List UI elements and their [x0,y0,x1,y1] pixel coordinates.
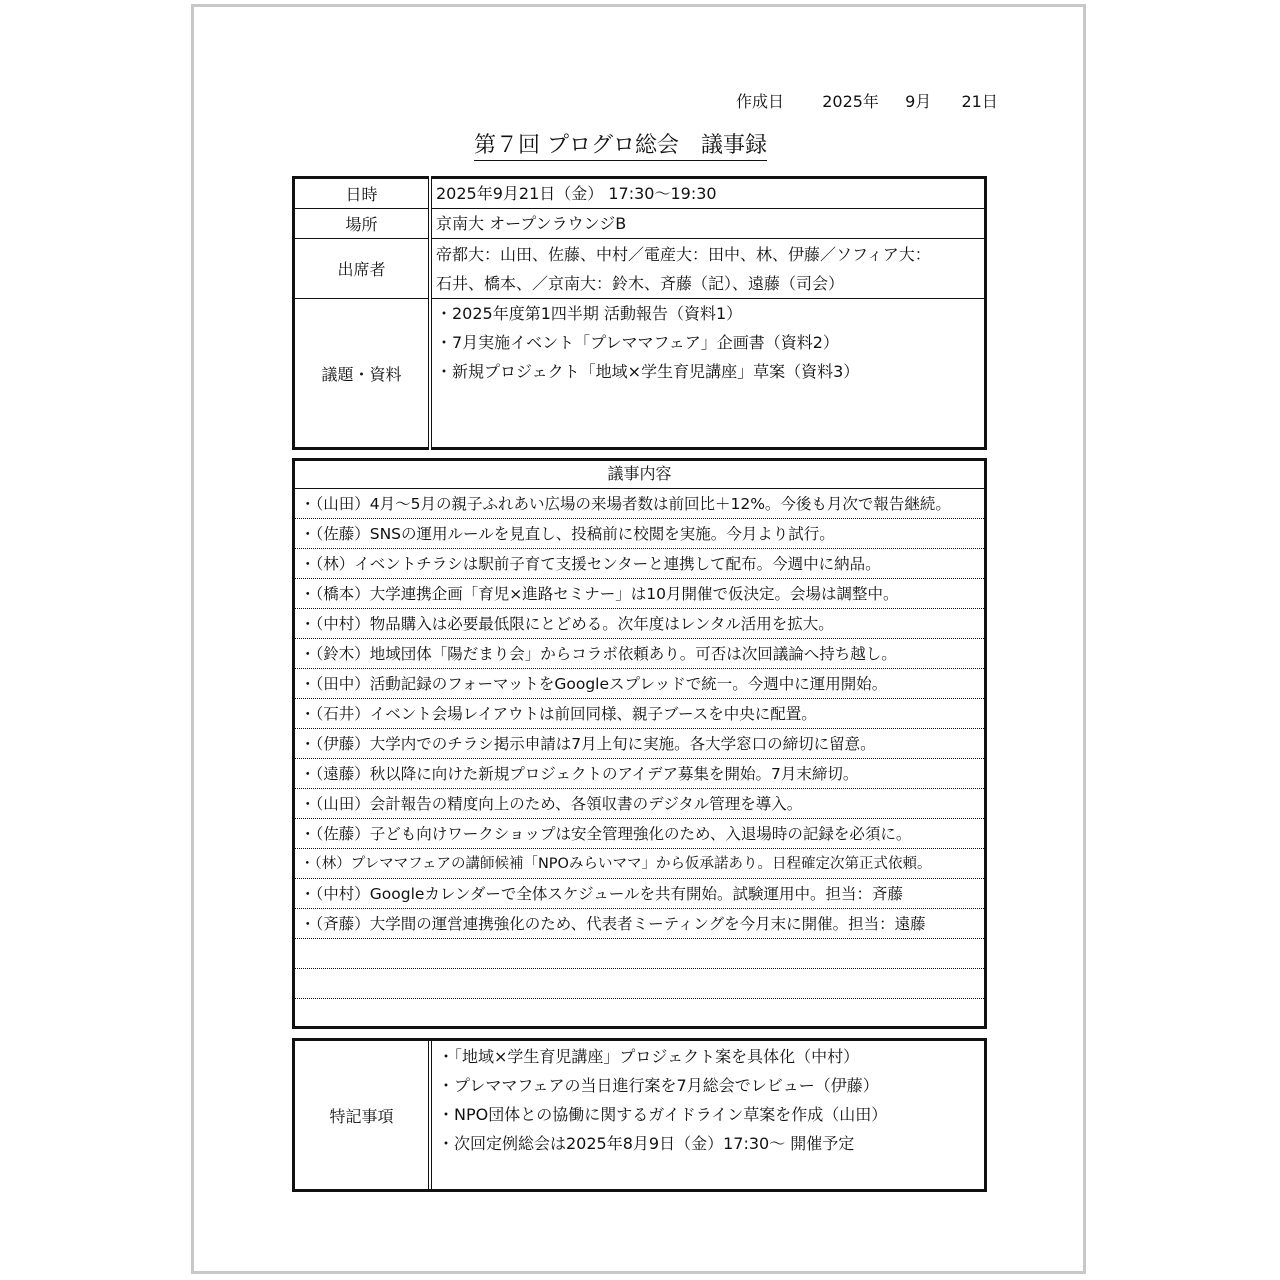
special-notes-table [292,1038,987,1192]
notes-item: ・「地域×学生育児講座」プロジェクト案を具体化（中村） [438,1047,860,1066]
minutes-row: ・（石井）イベント会場レイアウトは前回同様、親子ブースを中央に配置。 [295,699,984,729]
info-row-place [294,209,986,239]
minutes-row-empty [295,969,984,999]
attendees-value [430,239,986,299]
place-label: 場所 [294,209,431,239]
meeting-info-table [292,176,987,450]
notes-item: ・次回定例総会は2025年8月9日（金）17:30〜 開催予定 [438,1134,855,1153]
agenda-value [430,299,986,449]
minutes-row: ・（田中）活動記録のフォーマットをGoogleスプレッドで統一。今週中に運用開始。 [295,669,984,699]
created-date [736,89,998,112]
created-year: 2025年 [822,92,879,111]
page-title: 第７回 プログロ総会 議事録 [474,128,767,161]
minutes-row: ・（橋本）大学連携企画「育児×進路セミナー」は10月開催で仮決定。会場は調整中。 [295,579,984,609]
minutes-table [292,458,987,1029]
info-row-agenda [294,299,986,449]
datetime-value: 2025年9月21日（金） 17:30〜19:30 [430,178,986,209]
datetime-label: 日時 [294,178,431,209]
minutes-row: ・（林）プレママフェアの講師候補「NPOみらいママ」から仮承諾あり。日程確定次第正式依頼。 [295,849,984,879]
info-row-datetime [294,178,986,209]
minutes-row: ・（遠藤）秋以降に向けた新規プロジェクトのアイデア募集を開始。7月末締切。 [295,759,984,789]
attendees-line: 帝都大：山田、佐藤、中村／電産大：田中、林、伊藤／ソフィア大： [436,244,931,264]
notes-item: ・NPO団体との協働に関するガイドライン草案を作成（山田） [438,1105,888,1124]
minutes-row-empty [295,939,984,969]
minutes-row: ・（佐藤）SNSの運用ルールを見直し、投稿前に校閲を実施。今月より試行。 [295,519,984,549]
minutes-row: ・（伊藤）大学内でのチラシ掲示申請は7月上旬に実施。各大学窓口の締切に留意。 [295,729,984,759]
notes-item: ・プレママフェアの当日進行案を7月総会でレビュー（伊藤） [438,1076,879,1095]
minutes-row: ・（山田）4月〜5月の親子ふれあい広場の来場者数は前回比＋12%。今後も月次で報告継続。 [295,489,984,519]
created-label: 作成日 [736,92,785,111]
minutes-row: ・（斉藤）大学間の運営連携強化のため、代表者ミーティングを今月末に開催。担当：遠藤 [295,909,984,939]
attendees-line: 石井、橋本、／京南大：鈴木、斉藤（記）、遠藤（司会） [436,273,845,293]
minutes-row: ・（山田）会計報告の精度向上のため、各領収書のデジタル管理を導入。 [295,789,984,819]
notes-label: 特記事項 [295,1041,432,1189]
minutes-header: 議事内容 [295,461,984,489]
minutes-row: ・（中村）Googleカレンダーで全体スケジュールを共有開始。試験運用中。担当：斉藤 [295,879,984,909]
minutes-row: ・（佐藤）子ども向けワークショップは安全管理強化のため、入退場時の記録を必須に。 [295,819,984,849]
notes-list [432,1041,887,1189]
minutes-row: ・（鈴木）地域団体「陽だまり会」からコラボ依頼あり。可否は次回議論へ持ち越し。 [295,639,984,669]
attendees-label: 出席者 [294,239,431,299]
agenda-item: ・新規プロジェクト「地域×学生育児講座」草案（資料3） [436,362,860,381]
minutes-row: ・（林）イベントチラシは駅前子育て支援センターと連携して配布。今週中に納品。 [295,549,984,579]
agenda-label: 議題・資料 [294,299,431,449]
agenda-item: ・2025年度第1四半期 活動報告（資料1） [436,304,743,323]
place-value: 京南大 オープンラウンジB [430,209,986,239]
agenda-item: ・7月実施イベント「プレママフェア」企画書（資料2） [436,333,839,352]
info-row-attendees [294,239,986,299]
created-day: 21日 [961,92,998,111]
created-month: 9月 [905,92,932,111]
minutes-row: ・（中村）物品購入は必要最低限にとどめる。次年度はレンタル活用を拡大。 [295,609,984,639]
